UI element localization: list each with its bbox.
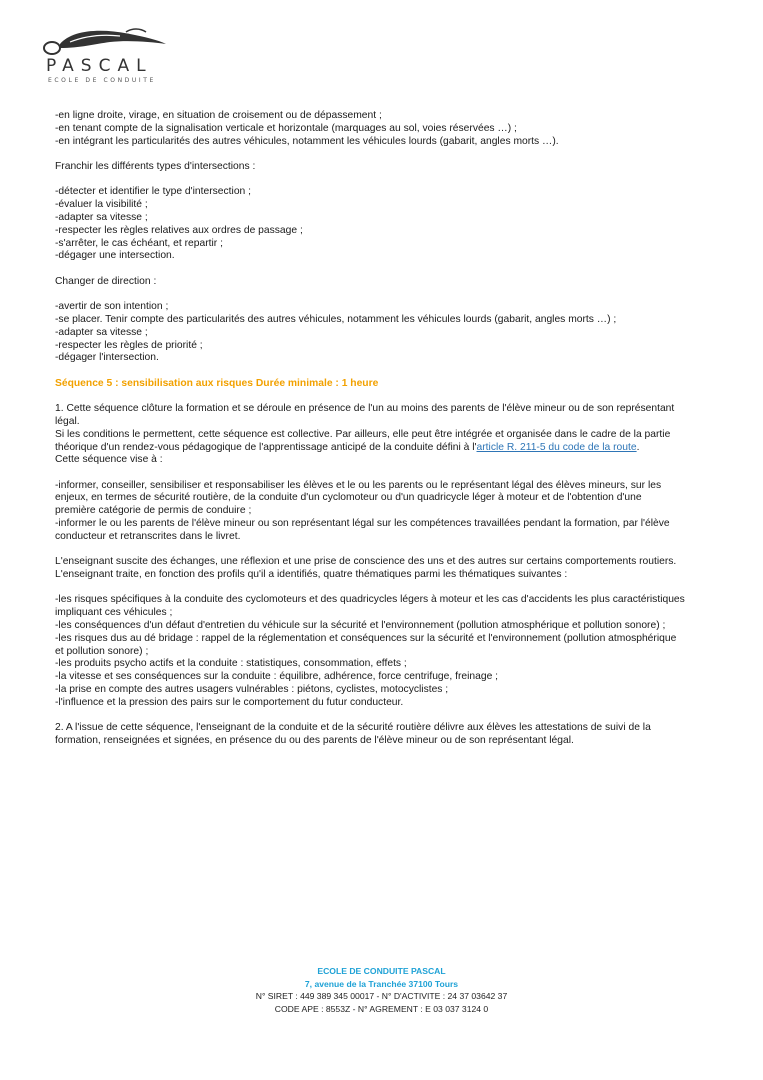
paragraph-line	[55, 442, 710, 455]
paragraph-line: Si les conditions le permettent, cette séquence est collective. Par ailleurs, elle peut être intégrée et organisée dans le cadre de la partie	[55, 428, 671, 440]
paragraph-text: théorique d'un rendez-vous pédagogique de l'apprentissage anticipé de la conduite défini à l'	[55, 441, 477, 453]
list-item: et pollution sonore) ;	[55, 645, 149, 657]
code-route-link[interactable]: article R. 211-5 du code de la route	[476, 441, 637, 453]
list-item: -respecter les règles de priorité ;	[55, 339, 203, 351]
list-item: -la prise en compte des autres usagers vulnérables : piétons, cyclistes, motocyclistes ;	[55, 684, 449, 696]
logo-subtitle: ECOLE DE CONDUITE	[48, 77, 156, 84]
text-line: -en ligne droite, virage, en situation de croisement ou de dépassement ;	[55, 110, 382, 121]
text-line: -en intégrant les particularités des autres véhicules, notamment les véhicules lourds (gabarit, angles morts …).	[55, 135, 559, 147]
list-item: -dégager l'intersection.	[55, 352, 159, 364]
list-item: -les produits psycho actifs et la conduite : statistiques, consommation, effets ;	[55, 658, 407, 670]
logo	[40, 22, 170, 84]
footer-school-name: ECOLE DE CONDUITE PASCAL	[317, 966, 446, 976]
list-item: -la vitesse et ses conséquences sur la conduite : équilibre, adhérence, force centrifuge, freinage ;	[55, 671, 499, 683]
paragraph-line: Cette séquence vise à :	[55, 454, 163, 466]
list-item: -les risques dus au dé bridage : rappel de la réglementation et conséquences sur la sécurité et l'environnement (pollution atmosphérique	[55, 632, 677, 644]
list-item: -les conséquences d'un défaut d'entretien du véhicule sur la sécurité et l'environnement (pollution atmosphérique et pollution sonore) ;	[55, 620, 666, 632]
list-item: -informer, conseiller, sensibiliser et responsabiliser les élèves et le ou les parents ou le représentant légal des élèves mineurs, sur les	[55, 479, 662, 491]
list-item: -l'influence et la pression des pairs sur le comportement du futur conducteur.	[55, 696, 404, 708]
list-item: -adapter sa vitesse ;	[55, 326, 148, 338]
section-title: Changer de direction :	[55, 275, 157, 287]
paragraph-line: 1. Cette séquence clôture la formation et se déroule en présence de l'un au moins des parents de l'élève mineur ou de son représentant	[55, 403, 675, 415]
footer-ape: CODE APE : 8553Z - N° AGREMENT : E 03 037 3124 0	[274, 1003, 489, 1014]
list-item: -détecter et identifier le type d'intersection ;	[55, 186, 251, 198]
sequence-heading: Séquence 5 : sensibilisation aux risques Durée minimale : 1 heure	[55, 377, 379, 389]
section-title: Franchir les différents types d'intersections :	[55, 160, 256, 172]
list-item: -dégager une intersection.	[55, 250, 175, 262]
list-item: enjeux, en termes de sécurité routière, de la conduite d'un cyclomoteur ou d'un quadricycle léger à moteur et de l'obtention d'une	[55, 492, 642, 504]
paragraph-line: formation, renseignées et signées, en présence du ou des parents de l'élève mineur ou de son représentant légal.	[55, 735, 574, 747]
paragraph-line: 2. A l'issue de cette séquence, l'enseignant de la conduite et de la sécurité routière délivre aux élèves les attestations de suivi de la	[55, 722, 651, 734]
list-item: conducteur et retranscrites dans le livret.	[55, 530, 241, 542]
logo-name: PASCAL	[46, 56, 153, 76]
paragraph-line: L'enseignant suscite des échanges, une réflexion et une prise de conscience des uns et des autres sur certains comportements routiers.	[55, 556, 677, 568]
list-item: -informer le ou les parents de l'élève mineur ou son représentant légal sur les compétences travaillées pendant la formation, par l'élève	[55, 518, 670, 530]
paragraph-text: .	[636, 441, 640, 453]
list-item: -adapter sa vitesse ;	[55, 211, 148, 223]
list-item: -respecter les règles relatives aux ordres de passage ;	[55, 224, 303, 236]
list-item: -se placer. Tenir compte des particularités des autres véhicules, notamment les véhicules lourds (gabarit, angles morts …) ;	[55, 313, 617, 325]
list-item: -avertir de son intention ;	[55, 301, 169, 313]
document-body	[55, 110, 710, 748]
footer-siret: N° SIRET : 449 389 345 00017 - N° D'ACTIVITE : 24 37 03642 37	[255, 991, 508, 1002]
list-item: -les risques spécifiques à la conduite des cyclomoteurs et des quadricycles légers à moteur et les cas d'accidents les plus caractéristiques	[55, 594, 685, 606]
footer-address: 7, avenue de la Tranchée 37100 Tours	[304, 978, 459, 989]
list-item: -s'arrêter, le cas échéant, et repartir ;	[55, 237, 223, 249]
list-item: -évaluer la visibilité ;	[55, 199, 148, 211]
list-item: première catégorie de permis de conduire ;	[55, 505, 252, 517]
paragraph-line: légal.	[55, 415, 80, 427]
list-item: impliquant ces véhicules ;	[55, 607, 173, 619]
page-footer	[0, 965, 763, 1015]
text-line: -en tenant compte de la signalisation verticale et horizontale (marquages au sol, voies réservées …) ;	[55, 122, 517, 134]
paragraph-line: L'enseignant traite, en fonction des profils qu'il a identifiés, quatre thématiques parmi les thématiques suivantes :	[55, 569, 568, 581]
